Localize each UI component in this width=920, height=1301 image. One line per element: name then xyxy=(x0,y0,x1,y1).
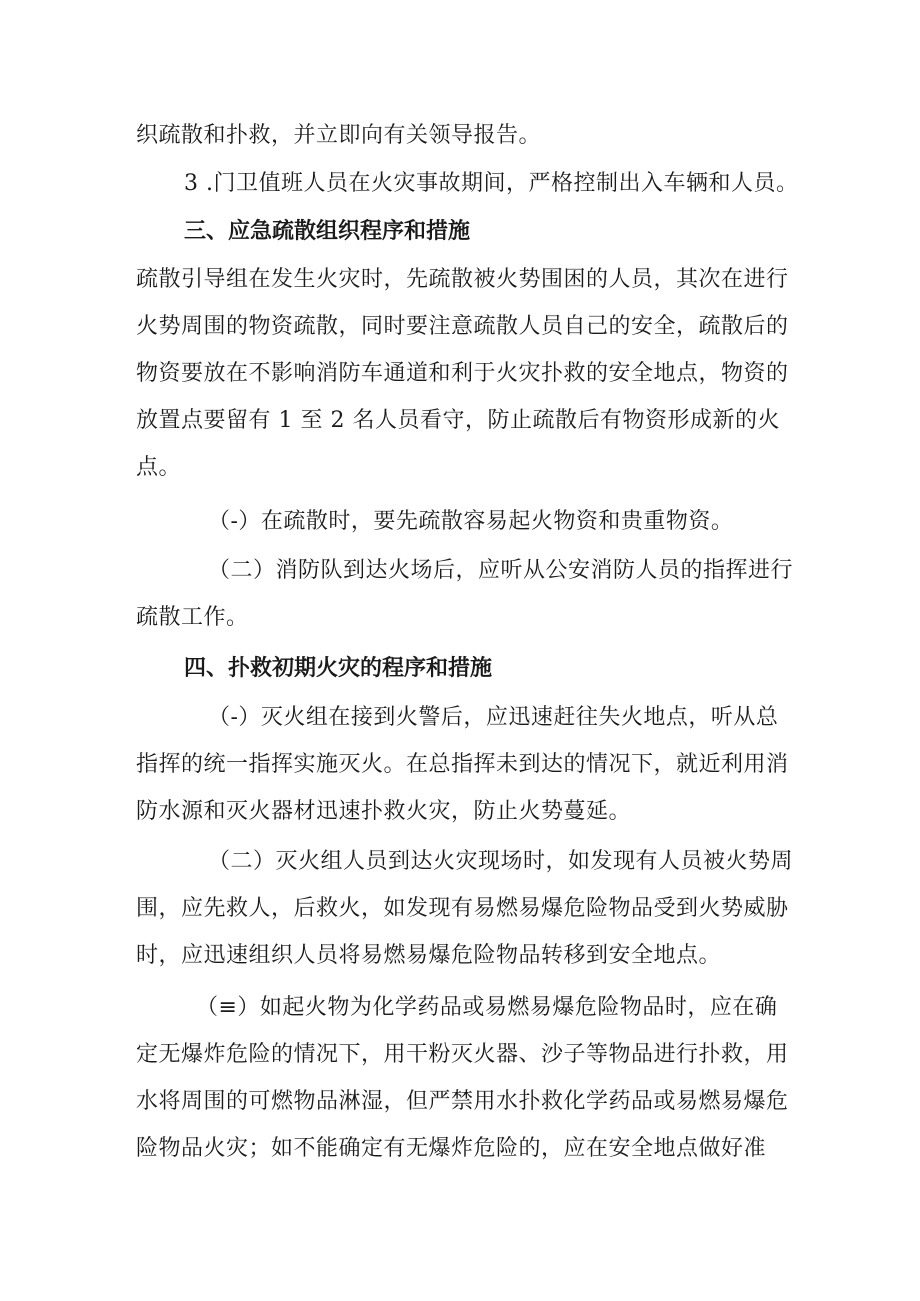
section-4-item-2: （二）灭火组人员到达火灾现场时，如发现有人员被火势周围，应先救人，后救火，如发现有易燃易爆危险物品受到火势威胁时，应迅速组织人员将易燃易爆危险物品转移到安全地点。 xyxy=(136,849,794,968)
section-4-item-3: （≡）如起火物为化学药品或易燃易爆危险物品时，应在确定无爆炸危险的情况下，用干粉灭火器、沙子等物品进行扑救，用水将周围的可燃物品淋湿，但严禁用水扑救化学药品或易燃易爆危险物品火灾；如不能确定有无爆炸危险的，应在安全地点做好准 xyxy=(136,995,789,1161)
section-4-heading: 四、扑救初期火灾的程序和措施 xyxy=(184,656,493,681)
section-3-item-2: （二）消防队到达火场后，应听从公安消防人员的指挥进行疏散工作。 xyxy=(136,558,794,630)
section-3-item-1: （-）在疏散时，要先疏散容易起火物资和贵重物资。 xyxy=(208,509,734,534)
section-4-item-1: （-）灭火组在接到火警后，应迅速赶往失火地点，听从总指挥的统一指挥实施灭火。在总指挥未到达的情况下，就近利用消防水源和灭火器材迅速扑救火灾，防止火势蔓延。 xyxy=(136,705,789,824)
section-3-heading: 三、应急疏散组织程序和措施 xyxy=(184,219,471,244)
section-3-body: 疏散引导组在发生火灾时，先疏散被火势围困的人员，其次在进行火势周围的物资疏散，同时要注意疏散人员自己的安全，疏散后的物资要放在不影响消防车通道和利于火灾扑救的安全地点，物资的放置点要留有 1 至 2 名人员看守，防止疏散后有物资形成新的火点。 xyxy=(136,267,789,480)
paragraph-continuation: 织疏散和扑救，并立即向有关领导报告。 xyxy=(136,123,542,148)
paragraph-item-3: 3 .门卫值班人员在火灾事故期间，严格控制出入车辆和人员。 xyxy=(184,171,799,196)
